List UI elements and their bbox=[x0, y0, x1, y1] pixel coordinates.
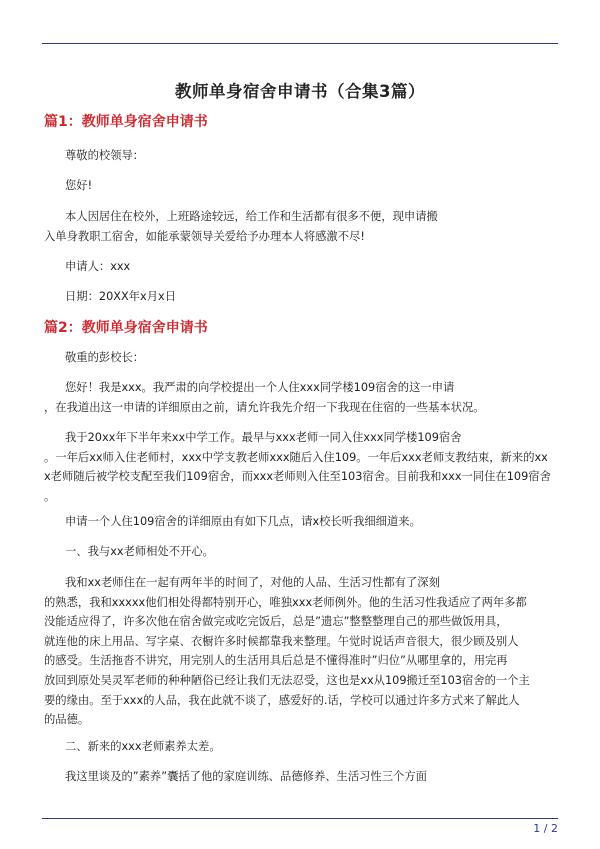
text-line: ，在我道出这一申请的详细原由之前，请允许我先介绍一下我现在住宿的一些基本状况。 bbox=[44, 400, 485, 414]
text-line: 我和xx老师住在一起有两年半的时间了，对他的人品、生活习性都有了深刻 bbox=[65, 576, 440, 589]
section-1-heading: 篇1：教师单身宿舍申请书 bbox=[44, 114, 208, 130]
section-2-heading: 篇2：教师单身宿舍申请书 bbox=[44, 320, 208, 336]
text-line: 您好！我是xxx。我严肃的向学校提出一个人住xxx同学楼109宿舍的这一申请 bbox=[65, 381, 455, 394]
text-line: 。一年后xx师入住老师村，xxx中学支教老师xxx随后入住109。一年后xxx老师支教结束，新来的xx bbox=[44, 450, 548, 464]
section-1-applicant: 申请人：xxx bbox=[65, 260, 131, 273]
text-line: 的感受。生活拖沓不讲究，用完别人的生活用具后总是不懂得准时”归位”从哪里拿的，用完再 bbox=[44, 654, 508, 668]
text-line: 本人因居住在校外，上班路途较远，给工作和生活都有很多不便，现申请搬 bbox=[65, 210, 438, 223]
document-title: 教师单身宿舍申请书（合集3篇） bbox=[175, 82, 425, 101]
section-2-paragraph-2 bbox=[44, 428, 564, 506]
section-2-paragraph-3: 申请一个人住109宿舍的详细原由有如下几点，请x校长听我细细道来。 bbox=[65, 515, 421, 528]
text-line: 的熟悉，我和xxxxx他们相处得都特别开心，唯独xxx老师例外。他的生活习性我适应了两年多都 bbox=[44, 595, 527, 609]
text-line: x老师随后被学校支配至我们109宿舍，而xxx老师则入住至103宿舍。目前我和xxx一同住在109宿舍 bbox=[44, 470, 551, 484]
text-line: 就连他的床上用品、写字桌、衣橱许多时候都靠我来整理。午觉时说话声音很大，很少顾及别人 bbox=[44, 634, 519, 648]
text-line: 没能适应得了，许多次他在宿舍做完或吃完饭后，总是”遗忘”整整整理自己的那些做饭用具， bbox=[44, 615, 508, 629]
page-number: 1 / 2 bbox=[533, 822, 558, 835]
section-2-paragraph-5: 我这里谈及的”素养”囊括了他的家庭训练、品德修养、生活习性三个方面 bbox=[65, 770, 427, 783]
section-2-salutation: 敬重的彭校长： bbox=[65, 351, 145, 364]
section-1-date: 日期：20XX年x月x日 bbox=[65, 290, 177, 303]
section-2-point-2-title: 二、新来的xxx老师素养太差。 bbox=[65, 740, 221, 753]
text-line: 放回到原处吴灵军老师的种种陋俗已经让我们无法忍受，这也是xx从109搬迁至103宿舍的一个主 bbox=[44, 673, 530, 687]
text-line: 。 bbox=[44, 489, 56, 503]
section-1-salutation: 尊敬的校领导： bbox=[65, 149, 145, 162]
text-line: 的品德。 bbox=[44, 713, 90, 727]
section-2-paragraph-4 bbox=[44, 573, 564, 730]
text-line: 我于20xx年下半年来xx中学工作。最早与xxx老师一同入住xxx同学楼109宿舍 bbox=[65, 431, 462, 444]
section-2-paragraph-1 bbox=[44, 378, 564, 417]
footer-rule bbox=[42, 818, 558, 819]
text-line: 入单身教职工宿舍，如能承蒙领导关爱给予办理本人将感激不尽! bbox=[44, 229, 365, 243]
section-1-body bbox=[44, 207, 564, 246]
header-rule bbox=[42, 43, 558, 44]
section-1-greeting: 您好! bbox=[65, 179, 93, 192]
section-2-point-1-title: 一、我与xx老师相处不开心。 bbox=[65, 545, 214, 558]
text-line: 要的缘由。至于xxx的人品，我在此就不谈了，感爱好的.话，学校可以通过许多方式来了解此人 bbox=[44, 693, 520, 707]
